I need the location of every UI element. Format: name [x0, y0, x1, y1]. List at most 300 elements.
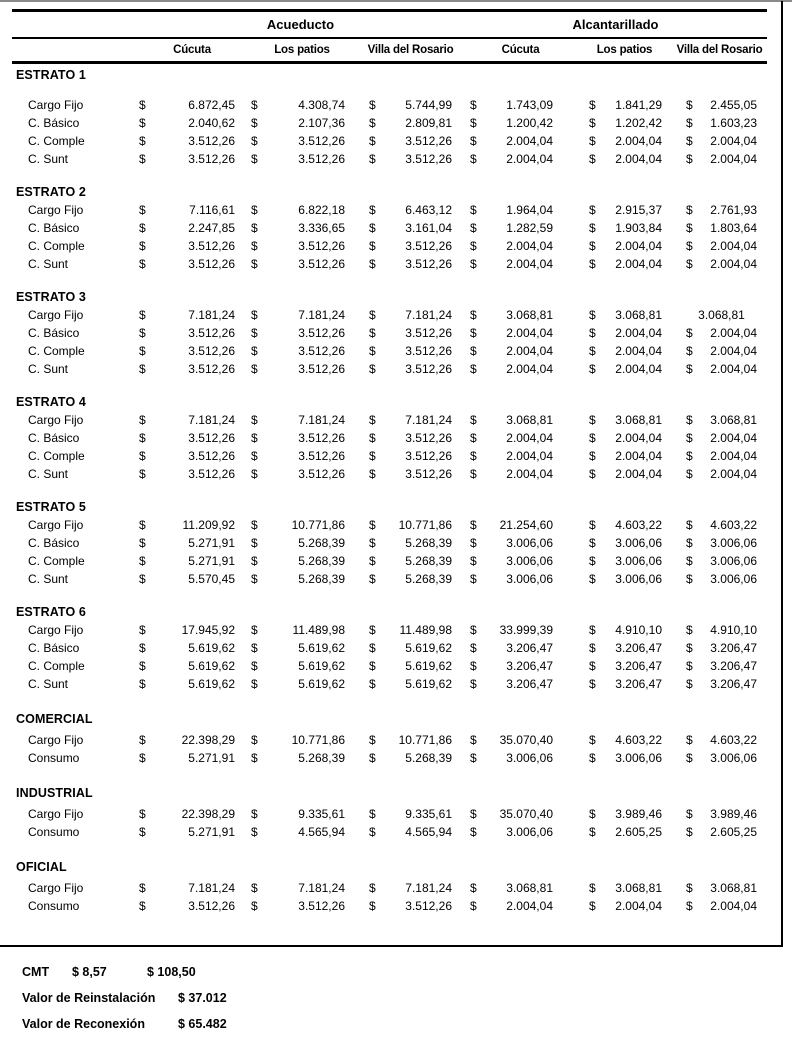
cell-value: 2.004,04: [710, 431, 757, 445]
cell-value: 3.512,26: [188, 449, 235, 463]
currency-symbol: $: [369, 152, 376, 166]
cell-value: 5.619,62: [188, 659, 235, 673]
currency-symbol: $: [139, 239, 146, 253]
row-label: C. Comple: [28, 554, 85, 568]
cell-value: 5.271,91: [188, 751, 235, 765]
tariff-cell: [357, 429, 464, 447]
tariff-cell: [672, 306, 767, 324]
tariff-cell: [247, 621, 357, 639]
tariff-cell: [247, 897, 357, 915]
tariff-cell: [464, 570, 577, 588]
cell-value: 5.268,39: [298, 554, 345, 568]
group-header-acueducto: Acueducto: [266, 17, 335, 32]
tariff-cell: [464, 657, 577, 675]
tariff-cell: [137, 534, 247, 552]
currency-symbol: $: [139, 518, 146, 532]
footer-notes: [0, 963, 227, 1041]
currency-symbol: $: [686, 641, 693, 655]
currency-symbol: $: [686, 623, 693, 637]
currency-symbol: $: [589, 733, 596, 747]
currency-symbol: $: [470, 659, 477, 673]
tariff-cell: [672, 150, 767, 168]
tariff-cell: [464, 114, 577, 132]
cell-value: 3.512,26: [298, 152, 345, 166]
cell-value: 1.964,04: [506, 203, 553, 217]
row-label: C. Básico: [28, 536, 80, 550]
currency-symbol: $: [139, 659, 146, 673]
currency-symbol: $: [589, 881, 596, 895]
currency-symbol: $: [589, 677, 596, 691]
cell-value: 3.006,06: [710, 751, 757, 765]
row-label: Cargo Fijo: [28, 807, 84, 821]
tariff-cell: [464, 360, 577, 378]
currency-symbol: $: [470, 431, 477, 445]
cell-value: 35.070,40: [499, 733, 553, 747]
cell-value: 3.512,26: [405, 152, 452, 166]
currency-symbol: $: [589, 257, 596, 271]
tariff-cell: [357, 411, 464, 429]
tariff-cell: [464, 324, 577, 342]
section-estrato-6: [0, 603, 792, 693]
cell-value: 3.206,47: [710, 677, 757, 691]
tariff-cell: [577, 552, 672, 570]
footer-label: Valor de Reconexión: [22, 1017, 145, 1031]
currency-symbol: $: [139, 326, 146, 340]
tariff-row: [12, 749, 767, 767]
cell-value: 5.619,62: [298, 677, 345, 691]
currency-symbol: $: [589, 152, 596, 166]
cell-value: 2.004,04: [615, 326, 662, 340]
tariff-cell: [577, 237, 672, 255]
cell-value: 5.619,62: [298, 659, 345, 673]
cell-value: 2.004,04: [710, 362, 757, 376]
cell-value: 3.512,26: [405, 134, 452, 148]
cell-value: 33.999,39: [499, 623, 553, 637]
tariff-cell: [464, 675, 577, 693]
cell-value: 2.004,04: [615, 257, 662, 271]
tariff-cell: [357, 201, 464, 219]
tariff-cell: [577, 447, 672, 465]
tariff-cell: [577, 342, 672, 360]
cell-value: 3.512,26: [188, 326, 235, 340]
table-right-border: [781, 1, 783, 947]
cell-value: 1.200,42: [506, 116, 553, 130]
tariff-row: [12, 150, 767, 168]
tariff-cell: [137, 552, 247, 570]
cell-value: 4.308,74: [298, 98, 345, 112]
tariff-cell: [577, 306, 672, 324]
tariff-cell: [247, 324, 357, 342]
tariff-cell: [247, 639, 357, 657]
tariff-cell: [357, 255, 464, 273]
currency-symbol: $: [470, 733, 477, 747]
tariff-cell: [357, 150, 464, 168]
row-label: C. Sunt: [28, 467, 69, 481]
tariff-cell: [247, 342, 357, 360]
cell-value: 2.004,04: [710, 257, 757, 271]
currency-symbol: $: [369, 116, 376, 130]
cell-value: 2.004,04: [615, 239, 662, 253]
tariff-cell: [137, 879, 247, 897]
cell-value: 3.006,06: [506, 751, 553, 765]
cell-value: 3.512,26: [188, 344, 235, 358]
currency-symbol: $: [251, 344, 258, 358]
group-header-alcantarillado: Alcantarillado: [572, 17, 659, 32]
cell-value: 3.006,06: [710, 536, 757, 550]
tariff-cell: [672, 621, 767, 639]
cell-value: 3.512,26: [188, 152, 235, 166]
tariff-cell: [247, 534, 357, 552]
currency-symbol: $: [139, 733, 146, 747]
tariff-row: [12, 879, 767, 897]
tariff-cell: [464, 96, 577, 114]
currency-symbol: $: [686, 134, 693, 148]
tariff-cell: [357, 570, 464, 588]
currency-symbol: $: [139, 899, 146, 913]
tariff-cell: [357, 360, 464, 378]
cell-value: 2.004,04: [506, 449, 553, 463]
currency-symbol: $: [589, 751, 596, 765]
cell-value: 9.335,61: [405, 807, 452, 821]
cell-value: 3.512,26: [405, 431, 452, 445]
cell-value: 22.398,29: [181, 733, 235, 747]
currency-symbol: $: [686, 807, 693, 821]
tariff-cell: [137, 342, 247, 360]
cell-value: 3.989,46: [615, 807, 662, 821]
cell-value: 3.206,47: [615, 641, 662, 655]
cell-value: 11.209,92: [182, 518, 235, 532]
tariff-cell: [464, 534, 577, 552]
tariff-cell: [247, 749, 357, 767]
cell-value: 6.872,45: [188, 98, 235, 112]
cell-value: 3.512,26: [188, 467, 235, 481]
cell-value: 2.004,04: [615, 362, 662, 376]
cell-value: 2.915,37: [615, 203, 662, 217]
tariff-cell: [357, 749, 464, 767]
row-label: C. Sunt: [28, 362, 69, 376]
tariff-cell: [672, 96, 767, 114]
tariff-cell: [137, 805, 247, 823]
tariff-cell: [137, 657, 247, 675]
currency-symbol: $: [470, 536, 477, 550]
cell-value: 3.068,81: [615, 881, 662, 895]
tariff-cell: [137, 201, 247, 219]
currency-symbol: $: [686, 899, 693, 913]
section-title: ESTRATO 3: [16, 290, 86, 304]
currency-symbol: $: [251, 221, 258, 235]
currency-symbol: $: [139, 431, 146, 445]
tariff-row: [12, 447, 767, 465]
cell-value: 2.004,04: [506, 152, 553, 166]
cell-value: 7.181,24: [188, 413, 235, 427]
row-label: Cargo Fijo: [28, 413, 84, 427]
tariff-cell: [247, 823, 357, 841]
currency-symbol: $: [369, 554, 376, 568]
cell-value: 2.004,04: [615, 449, 662, 463]
currency-symbol: $: [589, 413, 596, 427]
row-label: C. Básico: [28, 431, 80, 445]
cell-value: 3.006,06: [710, 572, 757, 586]
tariff-cell: [464, 132, 577, 150]
tariff-row: [12, 201, 767, 219]
cell-value: 2.004,04: [710, 344, 757, 358]
row-label: C. Sunt: [28, 257, 69, 271]
tariff-cell: [672, 657, 767, 675]
cell-value: 3.336,65: [298, 221, 345, 235]
currency-symbol: $: [686, 116, 693, 130]
currency-symbol: $: [589, 554, 596, 568]
tariff-cell: [672, 114, 767, 132]
cell-value: 5.268,39: [405, 554, 452, 568]
cell-value: 3.068,81: [710, 413, 757, 427]
tariff-row: [12, 324, 767, 342]
cell-value: 3.512,26: [405, 344, 452, 358]
currency-symbol: $: [369, 308, 376, 322]
tariff-cell: [137, 306, 247, 324]
tariff-cell: [577, 823, 672, 841]
section-title: ESTRATO 6: [16, 605, 86, 619]
row-label: Cargo Fijo: [28, 733, 84, 747]
tariff-cell: [247, 114, 357, 132]
tariff-cell: [672, 201, 767, 219]
tariff-cell: [464, 342, 577, 360]
currency-symbol: $: [139, 362, 146, 376]
tariff-row: [12, 675, 767, 693]
tariff-cell: [137, 411, 247, 429]
tariff-cell: [247, 879, 357, 897]
cell-value: 3.206,47: [506, 659, 553, 673]
currency-symbol: $: [139, 825, 146, 839]
tariff-cell: [672, 823, 767, 841]
tariff-row: [12, 114, 767, 132]
currency-symbol: $: [251, 431, 258, 445]
row-label: C. Básico: [28, 221, 80, 235]
tariff-cell: [247, 447, 357, 465]
tariff-cell: [672, 447, 767, 465]
cell-value: 2.107,36: [298, 116, 345, 130]
currency-symbol: $: [139, 751, 146, 765]
section-title: COMERCIAL: [16, 712, 93, 726]
row-label: C. Sunt: [28, 572, 69, 586]
tariff-cell: [247, 219, 357, 237]
cell-value: 2.004,04: [710, 239, 757, 253]
tariff-cell: [577, 201, 672, 219]
currency-symbol: $: [470, 751, 477, 765]
currency-symbol: $: [686, 881, 693, 895]
tariff-cell: [247, 96, 357, 114]
row-label: C. Comple: [28, 449, 85, 463]
cell-value: 3.512,26: [298, 257, 345, 271]
tariff-cell: [577, 570, 672, 588]
tariff-cell: [357, 516, 464, 534]
tariff-cell: [247, 552, 357, 570]
footer-value: $ 108,50: [147, 965, 196, 979]
tariff-cell: [247, 237, 357, 255]
cell-value: 7.181,24: [298, 413, 345, 427]
tariff-cell: [357, 897, 464, 915]
row-label: Cargo Fijo: [28, 203, 84, 217]
currency-symbol: $: [470, 623, 477, 637]
cell-value: 4.910,10: [615, 623, 662, 637]
currency-symbol: $: [139, 413, 146, 427]
cell-value: 5.268,39: [298, 536, 345, 550]
cell-value: 5.271,91: [188, 536, 235, 550]
tariff-cell: [247, 465, 357, 483]
tariff-cell: [577, 465, 672, 483]
row-label: C. Sunt: [28, 677, 69, 691]
cell-value: 2.004,04: [506, 257, 553, 271]
cell-value: 5.268,39: [298, 751, 345, 765]
cell-value: 2.809,81: [405, 116, 452, 130]
tariff-row: [12, 411, 767, 429]
tariff-cell: [137, 465, 247, 483]
row-label: Cargo Fijo: [28, 308, 84, 322]
tariff-cell: [137, 132, 247, 150]
cell-value: 5.619,62: [405, 677, 452, 691]
currency-symbol: $: [589, 807, 596, 821]
tariff-cell: [137, 360, 247, 378]
tariff-row: [12, 219, 767, 237]
cell-value: 2.761,93: [710, 203, 757, 217]
tariff-cell: [137, 675, 247, 693]
section-estrato-3: [0, 288, 792, 378]
tariff-cell: [672, 879, 767, 897]
column-header-villa-del-rosario-alcantarillado: Villa del Rosario: [676, 44, 763, 56]
tariff-cell: [464, 201, 577, 219]
currency-symbol: $: [470, 899, 477, 913]
tariff-cell: [672, 805, 767, 823]
cell-value: 22.398,29: [181, 807, 235, 821]
tariff-cell: [357, 219, 464, 237]
tariff-cell: [672, 731, 767, 749]
tariff-cell: [577, 805, 672, 823]
cell-value: 3.206,47: [506, 677, 553, 691]
tariff-cell: [357, 552, 464, 570]
cell-value: 10.771,86: [291, 518, 345, 532]
currency-symbol: $: [686, 344, 693, 358]
tariff-cell: [357, 879, 464, 897]
currency-symbol: $: [139, 221, 146, 235]
cell-value: 1.743,09: [506, 98, 553, 112]
currency-symbol: $: [251, 467, 258, 481]
tariff-cell: [137, 96, 247, 114]
currency-symbol: $: [251, 733, 258, 747]
currency-symbol: $: [470, 344, 477, 358]
cell-value: 2.004,04: [615, 899, 662, 913]
currency-symbol: $: [369, 326, 376, 340]
currency-symbol: $: [369, 362, 376, 376]
cell-value: 5.268,39: [405, 751, 452, 765]
currency-symbol: $: [589, 899, 596, 913]
currency-symbol: $: [251, 677, 258, 691]
cell-value: 4.603,22: [615, 733, 662, 747]
cell-value: 5.268,39: [405, 536, 452, 550]
currency-symbol: $: [139, 467, 146, 481]
cell-value: 11.489,98: [292, 623, 345, 637]
cell-value: 3.512,26: [405, 449, 452, 463]
tariff-cell: [464, 255, 577, 273]
column-header-los-patios-acueducto: Los patios: [274, 44, 330, 56]
footer-row-valor-de-reinstalacion: [22, 989, 227, 1007]
footer-row-valor-de-reconexion: [22, 1015, 227, 1033]
tariff-cell: [672, 897, 767, 915]
cell-value: 3.068,81: [710, 881, 757, 895]
currency-symbol: $: [686, 362, 693, 376]
tariff-cell: [464, 552, 577, 570]
cell-value: 2.605,25: [615, 825, 662, 839]
tariff-cell: [357, 447, 464, 465]
currency-symbol: $: [139, 134, 146, 148]
cell-value: 3.512,26: [405, 239, 452, 253]
cell-value: 3.206,47: [710, 659, 757, 673]
tariff-row: [12, 132, 767, 150]
tariff-cell: [577, 621, 672, 639]
currency-symbol: $: [470, 221, 477, 235]
cell-value: 3.006,06: [615, 536, 662, 550]
cell-value: 2.004,04: [615, 344, 662, 358]
tariff-cell: [357, 657, 464, 675]
tariff-cell: [357, 621, 464, 639]
tariff-cell: [247, 150, 357, 168]
tariff-cell: [137, 516, 247, 534]
tariff-cell: [577, 675, 672, 693]
currency-symbol: $: [251, 134, 258, 148]
tariff-row: [12, 360, 767, 378]
row-label: C. Comple: [28, 659, 85, 673]
currency-symbol: $: [251, 362, 258, 376]
tariff-cell: [577, 429, 672, 447]
currency-symbol: $: [139, 116, 146, 130]
service-group-header-row: [12, 12, 767, 37]
tariff-row: [12, 429, 767, 447]
tariff-cell: [464, 731, 577, 749]
currency-symbol: $: [369, 572, 376, 586]
tariff-cell: [137, 621, 247, 639]
cell-value: 3.512,26: [298, 344, 345, 358]
currency-symbol: $: [139, 98, 146, 112]
cell-value: 3.006,06: [506, 572, 553, 586]
cell-value: 3.006,06: [506, 825, 553, 839]
tariff-cell: [137, 731, 247, 749]
currency-symbol: $: [589, 116, 596, 130]
tariff-cell: [247, 255, 357, 273]
currency-symbol: $: [369, 449, 376, 463]
tariff-cell: [577, 360, 672, 378]
tariff-cell: [137, 150, 247, 168]
cell-value: 3.512,26: [188, 431, 235, 445]
currency-symbol: $: [369, 134, 376, 148]
currency-symbol: $: [470, 641, 477, 655]
cell-value: 11.489,98: [399, 623, 452, 637]
currency-symbol: $: [251, 536, 258, 550]
cell-value: 4.910,10: [710, 623, 757, 637]
column-header-villa-del-rosario-acueducto: Villa del Rosario: [367, 44, 454, 56]
tariff-cell: [464, 150, 577, 168]
currency-symbol: $: [369, 899, 376, 913]
currency-symbol: $: [589, 98, 596, 112]
cell-value: 2.004,04: [506, 326, 553, 340]
currency-symbol: $: [470, 677, 477, 691]
currency-symbol: $: [139, 641, 146, 655]
cell-value: 2.004,04: [506, 239, 553, 253]
cell-value: 1.803,64: [710, 221, 757, 235]
tariff-cell: [464, 805, 577, 823]
tariff-cell: [672, 237, 767, 255]
tariff-cell: [247, 657, 357, 675]
tariff-cell: [672, 675, 767, 693]
row-label: Cargo Fijo: [28, 623, 84, 637]
footer-value: $ 37.012: [178, 991, 227, 1005]
